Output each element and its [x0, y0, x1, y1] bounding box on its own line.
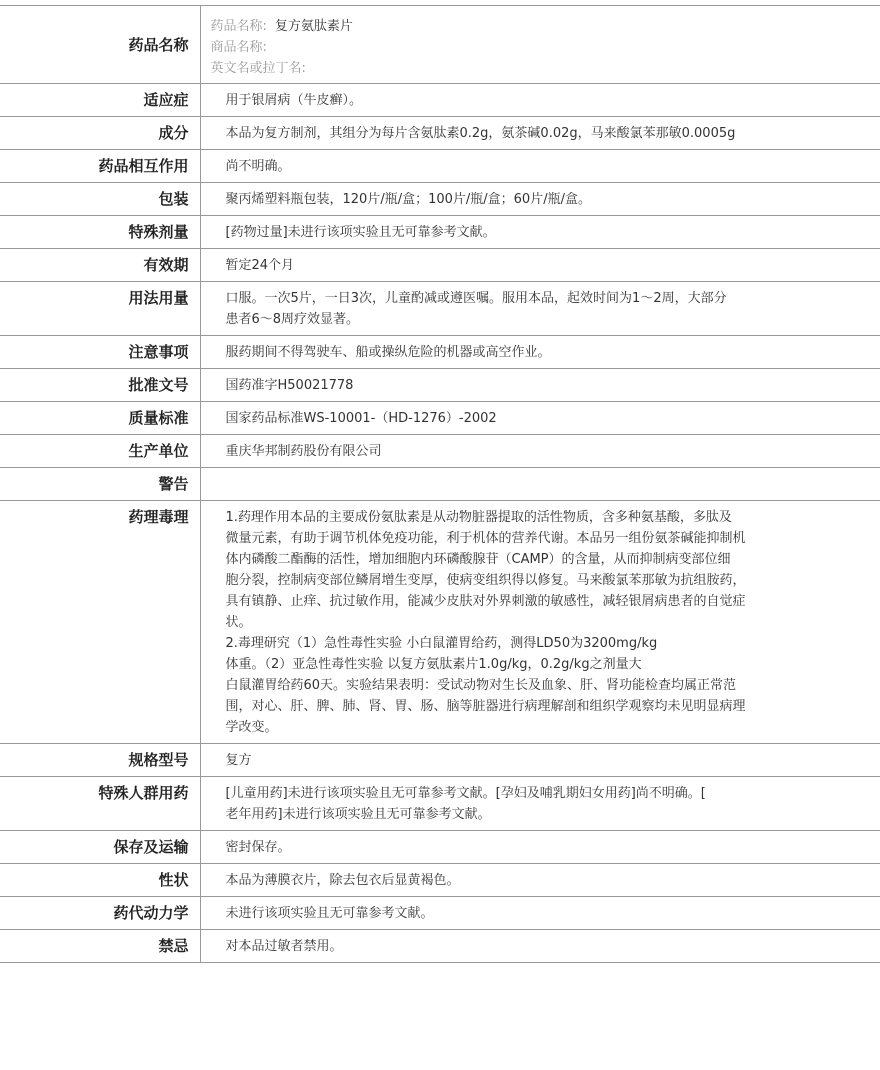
storage-label: 保存及运输: [0, 831, 200, 864]
spec-label: 规格型号: [0, 744, 200, 777]
toxicology-line: 体重。（2）亚急性毒性实验 以复方氨肽素片1.0g/kg，0.2g/kg之剂量大: [225, 657, 642, 672]
warning-label: 警告: [0, 468, 200, 501]
indication-value: 用于银屑病（牛皮癣）。: [200, 84, 880, 117]
indication-row: [0, 84, 880, 117]
package-row: [0, 183, 880, 216]
pharmacology-label: 药理毒理: [0, 501, 200, 744]
english-name-line: [211, 58, 871, 79]
interactions-row: [0, 150, 880, 183]
precautions-value: 服药期间不得驾驶车、船或操纵危险的机器或高空作业。: [200, 336, 880, 369]
warning-value: [200, 468, 880, 501]
special-populations-value: [200, 777, 880, 831]
contraindications-value: 对本品过敏者禁用。: [200, 930, 880, 963]
dosage-label: 用法用量: [0, 282, 200, 336]
approval-row: [0, 369, 880, 402]
approval-value: 国药准字H50021778: [200, 369, 880, 402]
interactions-value: 尚不明确。: [200, 150, 880, 183]
contraindications-label: 禁忌: [0, 930, 200, 963]
overdose-value: [药物过量]未进行该项实验且无可靠参考文献。: [200, 216, 880, 249]
pharmacokinetics-label: 药代动力学: [0, 897, 200, 930]
spec-row: [0, 744, 880, 777]
trade-name-line: [211, 37, 871, 58]
standard-row: [0, 402, 880, 435]
toxicology-line: 围，对心、肝、脾、肺、肾、胃、肠、脑等脏器进行病理解剖和组织学观察均未见明显病理: [225, 699, 746, 714]
spec-value: 复方: [200, 744, 880, 777]
toxicology-line: 白鼠灌胃给药60天。实验结果表明：受试动物对生长及血象、肝、肾功能检查均属正常范: [225, 678, 737, 693]
pharmacology-value: [200, 501, 880, 744]
precautions-label: 注意事项: [0, 336, 200, 369]
contraindications-row: [0, 930, 880, 963]
manufacturer-value: 重庆华邦制药股份有限公司: [200, 435, 880, 468]
special-populations-line-1: [儿童用药]未进行该项实验且无可靠参考文献。[孕妇及哺乳期妇女用药]尚不明确。[: [225, 786, 706, 801]
name-label: 药品名称: [0, 6, 200, 84]
manufacturer-row: [0, 435, 880, 468]
dosage-line-2: 患者6～8周疗效显著。: [225, 312, 360, 327]
name-row: [0, 6, 880, 84]
pharmacology-line: 1.药理作用本品的主要成份氨肽素是从动物脏器提取的活性物质，含多种氨基酸，多肽及: [225, 510, 732, 525]
appearance-label: 性状: [0, 864, 200, 897]
generic-name-value: 复方氨肽素片: [274, 19, 353, 34]
pharmacology-line: 胞分裂，控制病变部位鳞屑增生变厚，使病变组织得以修复。马来酸氯苯那敏为抗组胺药，: [225, 573, 746, 588]
precautions-row: [0, 336, 880, 369]
dosage-value: [200, 282, 880, 336]
appearance-row: [0, 864, 880, 897]
special-populations-row: [0, 777, 880, 831]
pharmacology-row: [0, 501, 880, 744]
toxicology-line: 2.毒理研究（1）急性毒性实验 小白鼠灌胃给药，测得LD50为3200mg/kg: [225, 636, 658, 651]
indication-label: 适应症: [0, 84, 200, 117]
special-populations-label: 特殊人群用药: [0, 777, 200, 831]
appearance-value: 本品为薄膜衣片，除去包衣后显黄褐色。: [200, 864, 880, 897]
validity-row: [0, 249, 880, 282]
pharmacology-line: 体内磷酸二酯酶的活性，增加细胞内环磷酸腺苷（CAMP）的含量，从而抑制病变部位细: [225, 552, 731, 567]
warning-row: [0, 468, 880, 501]
ingredients-label: 成分: [0, 117, 200, 150]
storage-value: 密封保存。: [200, 831, 880, 864]
toxicology-line: 学改变。: [225, 720, 278, 735]
pharmacokinetics-row: [0, 897, 880, 930]
dosage-row: [0, 282, 880, 336]
package-value: 聚丙烯塑料瓶包装，120片/瓶/盒；100片/瓶/盒；60片/瓶/盒。: [200, 183, 880, 216]
dosage-line-1: 口服。一次5片，一日3次，儿童酌减或遵医嘱。服用本品，起效时间为1～2周，大部分: [225, 291, 727, 306]
generic-name-line: [211, 16, 871, 37]
validity-value: 暂定24个月: [200, 249, 880, 282]
overdose-label: 特殊剂量: [0, 216, 200, 249]
standard-value: 国家药品标准WS-10001-（HD-1276）-2002: [200, 402, 880, 435]
pharmacology-line: 状。: [225, 615, 252, 630]
ingredients-value: 本品为复方制剂，其组分为每片含氨肽素0.2g，氨茶碱0.02g，马来酸氯苯那敏0.0005g: [200, 117, 880, 150]
ingredients-row: [0, 117, 880, 150]
standard-label: 质量标准: [0, 402, 200, 435]
manufacturer-label: 生产单位: [0, 435, 200, 468]
english-name-label: 英文名或拉丁名:: [210, 61, 306, 76]
approval-label: 批准文号: [0, 369, 200, 402]
pharmacology-line: 微量元素，有助于调节机体免疫功能，利于机体的营养代谢。本品另一组份氨茶碱能抑制机: [225, 531, 746, 546]
generic-name-label: 药品名称:: [210, 19, 267, 34]
drug-info-sheet: [0, 5, 880, 963]
special-populations-line-2: 老年用药]未进行该项实验且无可靠参考文献。: [225, 807, 491, 822]
storage-row: [0, 831, 880, 864]
pharmacokinetics-value: 未进行该项实验且无可靠参考文献。: [200, 897, 880, 930]
drug-info-table: [0, 5, 880, 963]
pharmacology-line: 具有镇静、止痒、抗过敏作用，能减少皮肤对外界刺激的敏感性，减轻银屑病患者的自觉症: [225, 594, 746, 609]
overdose-row: [0, 216, 880, 249]
name-values: [200, 6, 880, 84]
interactions-label: 药品相互作用: [0, 150, 200, 183]
validity-label: 有效期: [0, 249, 200, 282]
package-label: 包装: [0, 183, 200, 216]
trade-name-label: 商品名称:: [210, 40, 267, 55]
